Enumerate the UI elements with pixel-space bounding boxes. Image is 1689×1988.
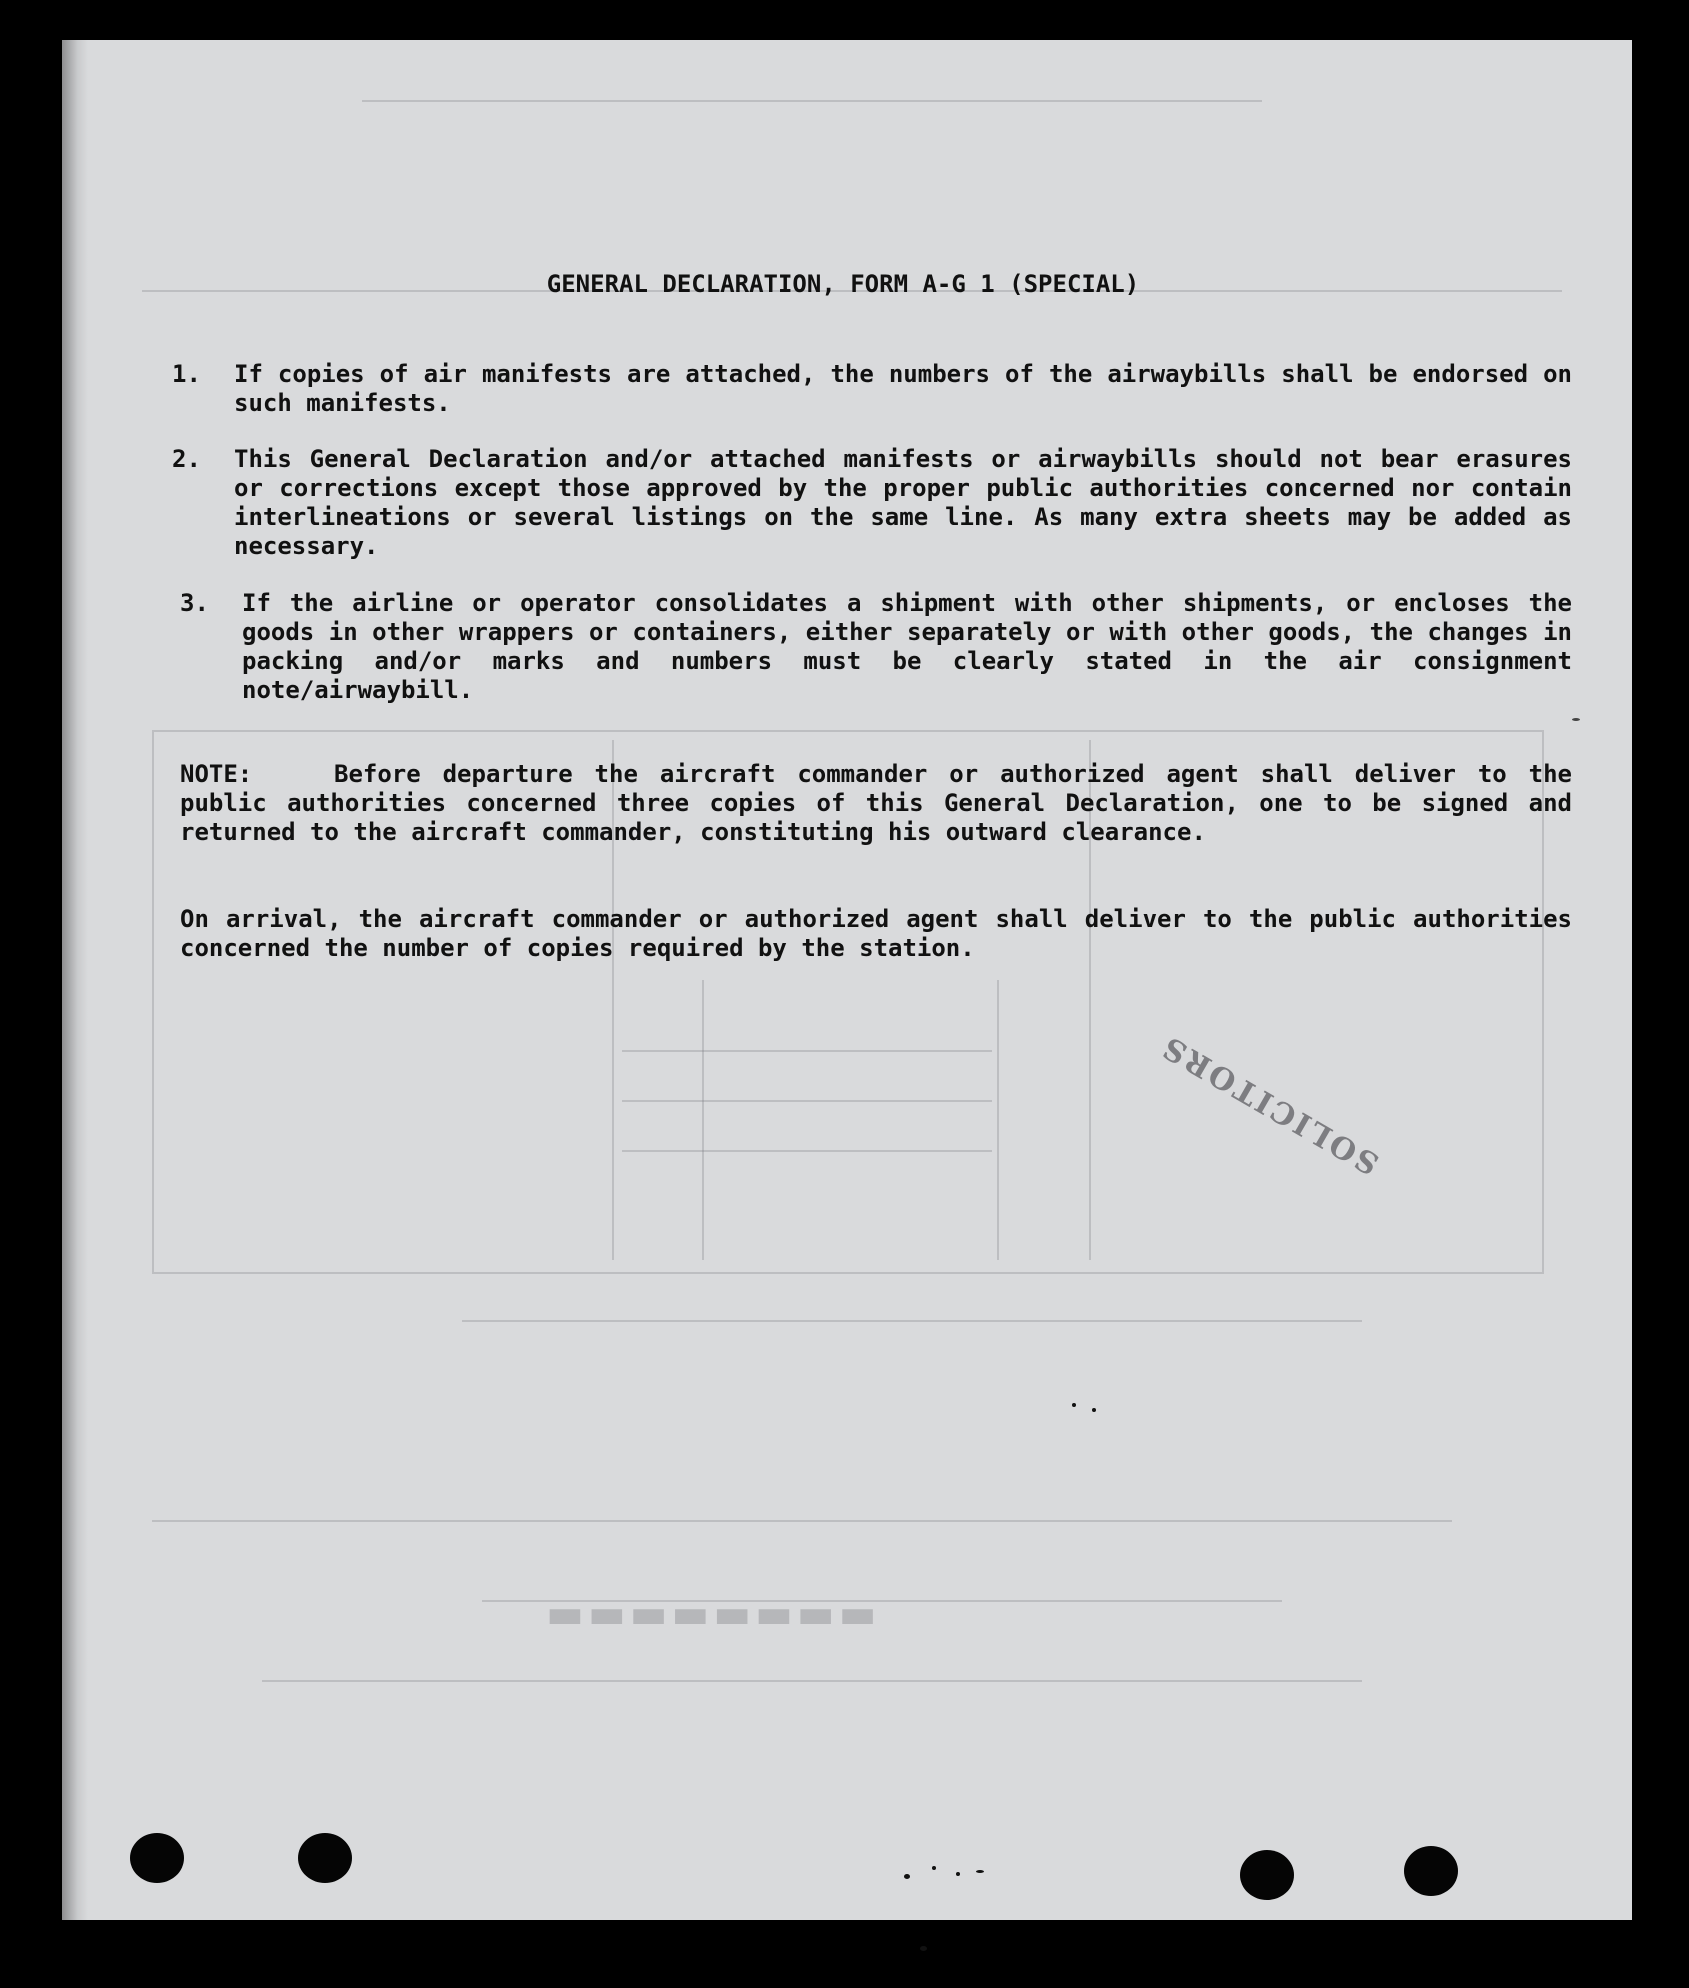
punch-hole bbox=[1404, 1846, 1458, 1896]
page-title: GENERAL DECLARATION, FORM A-G 1 (SPECIAL) bbox=[546, 270, 1140, 298]
note-paragraph bbox=[180, 760, 1572, 847]
dust-speck bbox=[1092, 1408, 1096, 1412]
punch-hole bbox=[130, 1833, 184, 1883]
list-item-text: This General Declaration and/or attached manifests or airwaybills should not bear erasures or corrections except those approved by the proper public authorities concerned nor contain interlineations or several listings on the same line. As many extra sheets may be added as necessary. bbox=[234, 445, 1572, 560]
list-item-1 bbox=[172, 360, 1572, 418]
dust-speck bbox=[904, 1874, 910, 1879]
list-item-text: If copies of air manifests are attached, the numbers of the airwaybills shall be endorsed on such manifests. bbox=[234, 360, 1572, 417]
solicitors-stamp: SOLICITORS bbox=[1154, 1027, 1386, 1182]
dust-speck bbox=[920, 1946, 927, 1951]
document-content bbox=[62, 40, 1632, 1920]
punch-hole bbox=[298, 1833, 352, 1883]
dust-speck bbox=[976, 1870, 984, 1873]
dust-speck bbox=[1072, 1403, 1076, 1407]
dust-speck bbox=[956, 1872, 960, 1876]
list-item-text: If the airline or operator consolidates a shipment with other shipments, or encloses the goods in other wrappers or containers, either separately or with other goods, the changes in packing and/or marks and numbers must be clearly stated in the air consignment note/airwaybill. bbox=[242, 589, 1572, 704]
list-item-2 bbox=[172, 445, 1572, 561]
arrival-paragraph: On arrival, the aircraft commander or authorized agent shall deliver to the public authorities concerned the number of copies required by the station. bbox=[180, 905, 1572, 962]
document-page bbox=[62, 40, 1632, 1920]
punch-hole bbox=[1240, 1850, 1294, 1900]
bleed-through-heading: ▬▬▬▬▬▬▬▬ bbox=[542, 1590, 877, 1637]
list-item-number: 1. bbox=[172, 360, 201, 388]
note-label: NOTE: bbox=[180, 760, 253, 788]
list-item-number: 2. bbox=[172, 445, 201, 473]
dust-speck bbox=[1572, 718, 1580, 721]
dust-speck bbox=[932, 1866, 936, 1870]
note-text: Before departure the aircraft commander or authorized agent shall deliver to the public authorities concerned three copies of this General Declaration, one to be signed and returned to the aircraft commander, constituting his outward clearance. bbox=[180, 760, 1572, 846]
list-item-number: 3. bbox=[180, 589, 209, 617]
list-item-3 bbox=[180, 589, 1572, 705]
